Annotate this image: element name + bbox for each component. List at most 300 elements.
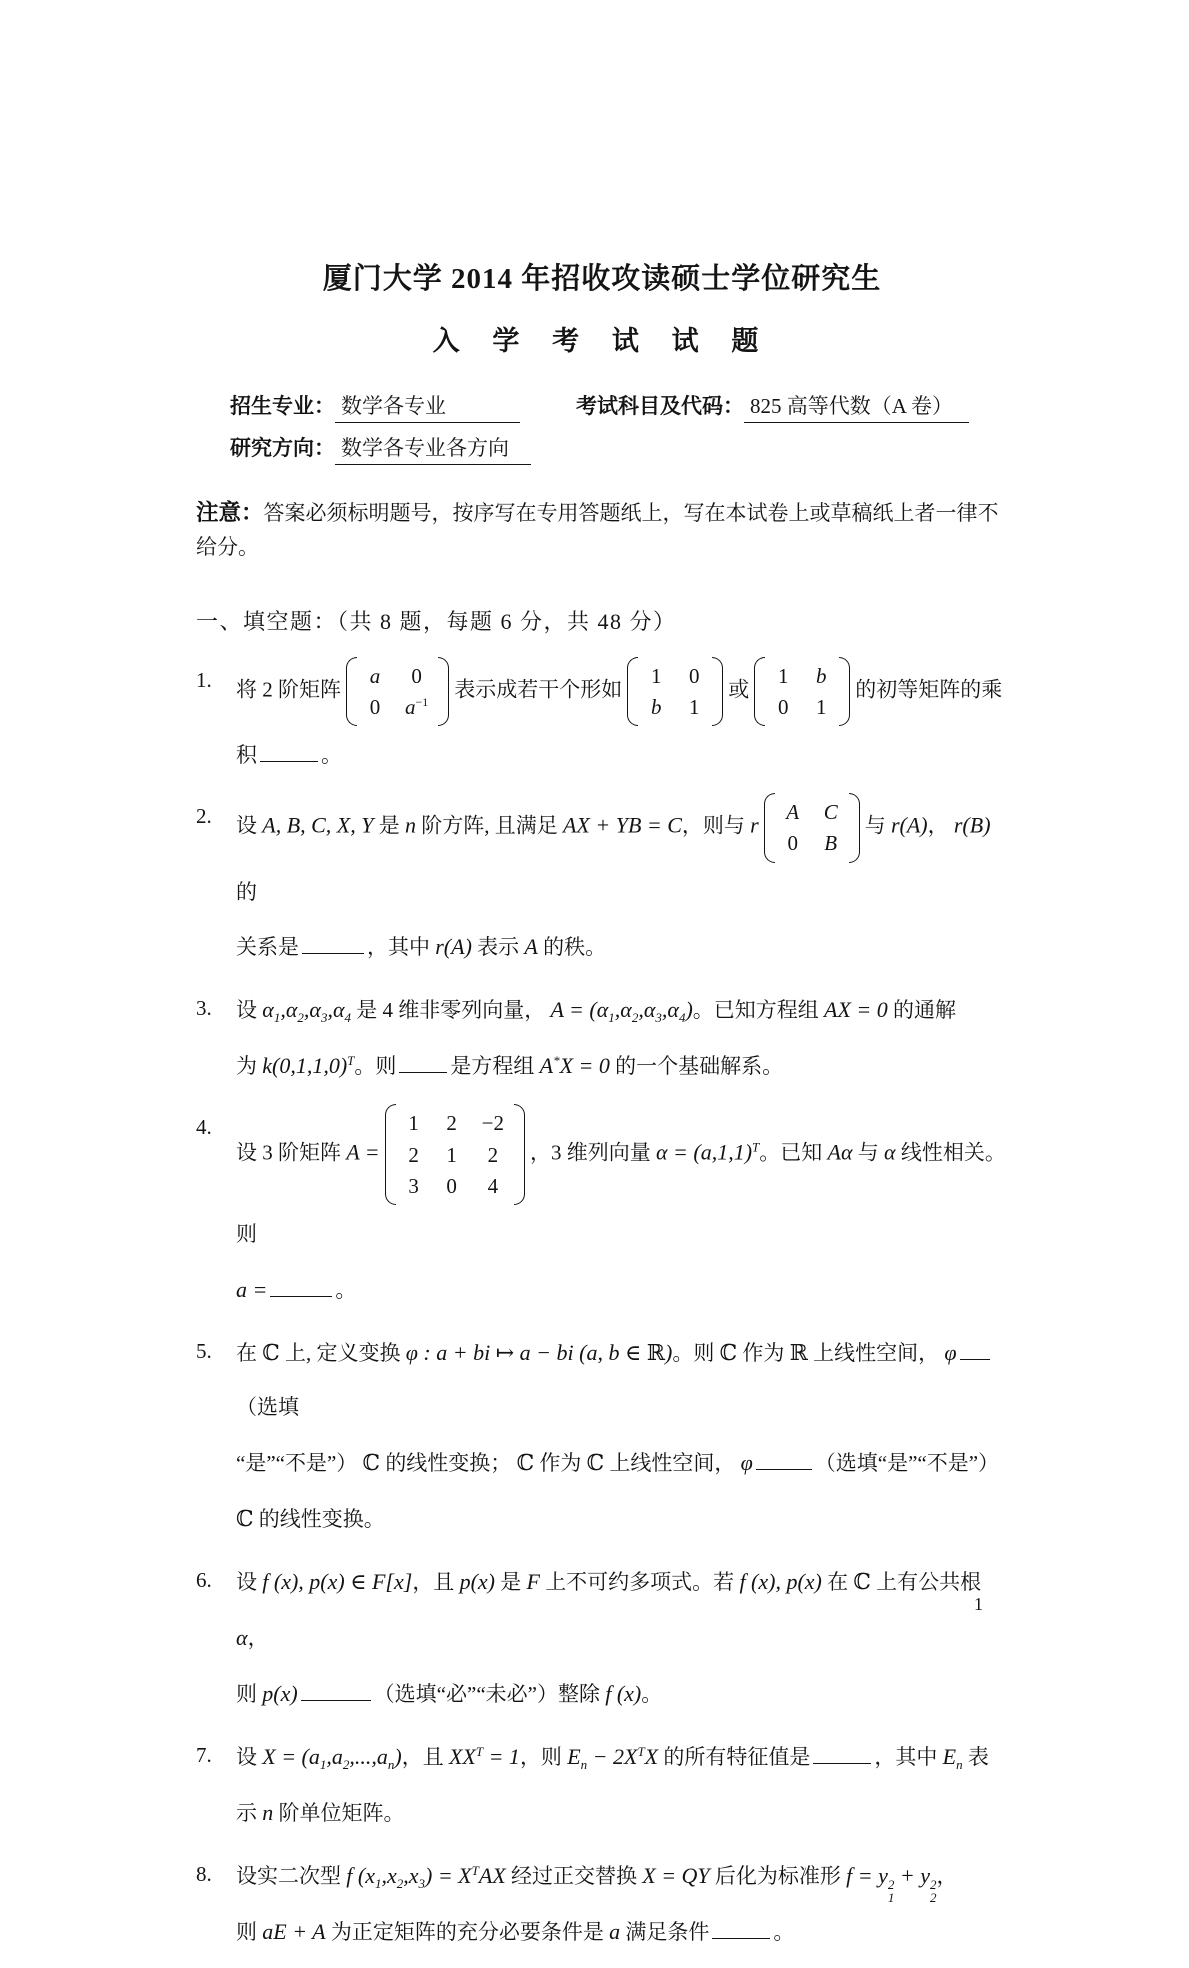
fill-in-blank xyxy=(813,1741,871,1764)
math-subscript: 1 xyxy=(273,1010,281,1026)
matrix-cells xyxy=(396,1104,514,1205)
math-run: XX xyxy=(448,1744,476,1770)
math-subscripted-var xyxy=(567,1744,588,1773)
math-subscript: 2 xyxy=(297,1010,304,1026)
matrix-cell xyxy=(406,1141,422,1169)
text-run: 则 xyxy=(236,1682,263,1707)
matrix-cells xyxy=(765,657,839,727)
text-run: 表示成若干个形如 xyxy=(454,677,623,702)
matrix-cell xyxy=(648,662,664,690)
notice-text: 答案必须标明题号，按序写在专用答题纸上，写在本试卷上或草稿纸上者一律不给分。 xyxy=(196,501,999,559)
text-run: 。 xyxy=(335,1277,357,1302)
math-superscript: 2 xyxy=(930,1877,937,1893)
text-run: 是 4 维非零列向量， xyxy=(351,998,551,1023)
question-body xyxy=(236,1554,1008,1722)
page-title: 厦门大学 2014 年招收攻读硕士学位研究生 xyxy=(322,263,882,295)
text-run: 表 xyxy=(962,1745,989,1770)
matrix-cells xyxy=(357,657,438,727)
math-run: r(A) xyxy=(435,934,472,960)
text-run: 为正定矩阵的充分必要条件是 xyxy=(325,1920,610,1945)
matrix-cell-value: 2 xyxy=(487,1142,499,1167)
question-number: 1. xyxy=(196,667,212,692)
text-run: 设 3 阶矩阵 xyxy=(236,1140,347,1165)
text-run: 则 xyxy=(236,1920,263,1945)
math-run: α xyxy=(236,1624,248,1650)
matrix-right-paren xyxy=(839,657,850,727)
math-base: α xyxy=(667,997,679,1023)
text-run: 是方程组 xyxy=(450,1054,540,1079)
math-run: , xyxy=(280,997,286,1023)
matrix-cell-value: 1 xyxy=(408,1111,419,1136)
math-run: , xyxy=(303,997,310,1023)
text-run: 设 xyxy=(236,998,263,1023)
text-run: 。 xyxy=(641,1682,663,1707)
math-run: ) xyxy=(685,997,693,1023)
math-subscripted-var xyxy=(332,997,351,1026)
text-run: 是 xyxy=(494,1569,527,1594)
text-run: 设 xyxy=(236,813,263,838)
text-run: ，其中 xyxy=(874,1745,943,1770)
math-run: φ xyxy=(740,1449,753,1475)
math-run: a xyxy=(609,1919,621,1945)
blackboard-symbol: ℂ xyxy=(236,1505,254,1531)
math-subscripted-var xyxy=(309,997,328,1026)
matrix-cell-value: 0 xyxy=(411,663,422,688)
matrix-cell-value: B xyxy=(824,831,838,856)
text-run: 与 xyxy=(864,813,891,838)
text-run: 。已知方程组 xyxy=(692,998,825,1023)
matrix-cell xyxy=(823,798,839,826)
question-body xyxy=(236,1325,1008,1547)
math-run: a = xyxy=(236,1276,268,1302)
math-run: , xyxy=(381,1863,387,1889)
math-superscript: T xyxy=(471,1863,479,1879)
text-run: 作为 xyxy=(534,1450,587,1475)
math-subscript: 1 xyxy=(887,1890,895,1906)
math-run: X xyxy=(644,1744,659,1770)
math-run: f (x), p(x) xyxy=(739,1568,822,1594)
math-subscripted-var xyxy=(308,1744,327,1773)
math-run: A = ( xyxy=(550,997,597,1023)
matrix xyxy=(754,657,850,727)
math-base: a xyxy=(376,1744,388,1770)
question-number: 2. xyxy=(196,803,212,828)
math-run: = 1 xyxy=(483,1744,520,1770)
text-run: 或 xyxy=(728,677,750,702)
math-superscript: T xyxy=(637,1744,645,1760)
matrix xyxy=(764,793,860,863)
math-run: AX + YB = C xyxy=(562,812,682,838)
math-superscript: 2 xyxy=(887,1877,895,1893)
math-subscripted-var xyxy=(376,1744,395,1773)
matrix-cell-value: 0 xyxy=(778,694,789,719)
text-run: （选填 xyxy=(236,1395,299,1420)
matrix-left-paren xyxy=(346,657,357,727)
matrix-cell-value: 2 xyxy=(446,1111,457,1136)
matrix-cell-value: a xyxy=(405,694,416,719)
blackboard-symbol: ℝ xyxy=(789,1340,808,1366)
math-base: a xyxy=(331,1744,343,1770)
text-run: ， xyxy=(247,1625,269,1650)
matrix-cells xyxy=(775,793,849,863)
text-run: ，且 xyxy=(412,1569,460,1594)
matrix-cells xyxy=(638,657,712,727)
matrix-cell-value: a xyxy=(369,663,381,688)
math-run: X = 0 xyxy=(559,1053,610,1079)
text-run: 的通解 xyxy=(887,998,957,1023)
math-run: , xyxy=(661,997,668,1023)
matrix xyxy=(385,1104,525,1205)
math-run: n xyxy=(262,1800,274,1826)
math-run: A xyxy=(524,934,538,960)
math-run: ,..., xyxy=(349,1744,377,1770)
fill-in-blank xyxy=(712,1916,770,1939)
math-run: , xyxy=(326,1744,332,1770)
matrix-cell-value: 4 xyxy=(487,1174,499,1199)
math-run: − 2X xyxy=(587,1744,638,1770)
matrix-cell-value: C xyxy=(823,799,838,824)
matrix-cell xyxy=(686,693,702,721)
question-item xyxy=(196,654,1008,783)
math-sub-sup-var xyxy=(878,1863,895,1906)
text-run: 设实二次型 xyxy=(236,1864,347,1889)
math-subscript: 2 xyxy=(930,1890,937,1906)
page-subtitle: 入 学 考 试 试 题 xyxy=(432,326,772,356)
matrix-cell xyxy=(444,1141,460,1169)
question-item xyxy=(196,790,1008,975)
text-run: 阶方阵, 且满足 xyxy=(415,813,563,838)
math-base: α xyxy=(643,997,656,1023)
subject-code-label: 考试科目及代码： xyxy=(576,394,744,418)
math-run: r xyxy=(750,812,759,838)
matrix-cell-value: 2 xyxy=(408,1142,419,1167)
text-run: 在 xyxy=(821,1569,854,1594)
text-run: 上不可约多项式。若 xyxy=(539,1569,740,1594)
question-body xyxy=(236,790,1008,975)
text-run: ，则与 xyxy=(681,813,751,838)
question-number: 6. xyxy=(196,1567,212,1592)
math-subscript: 2 xyxy=(342,1757,350,1773)
matrix-cell xyxy=(785,798,801,826)
matrix-cell xyxy=(406,1172,422,1200)
math-run: ) xyxy=(394,1744,402,1770)
matrix-cell-value: 0 xyxy=(689,663,700,688)
text-run: 。已知 xyxy=(759,1140,828,1165)
text-run: 与 xyxy=(852,1140,885,1165)
matrix-cell-value: b xyxy=(816,663,827,688)
math-superscript: T xyxy=(347,1053,355,1069)
question-item xyxy=(196,1729,1008,1841)
math-subscripted-var xyxy=(365,1863,382,1892)
math-subscript: 3 xyxy=(655,1010,662,1026)
text-run: 的一个基础解系。 xyxy=(609,1054,784,1079)
blackboard-symbol: ℂ xyxy=(853,1568,871,1594)
blackboard-symbol: ℂ xyxy=(262,1340,280,1366)
question-body xyxy=(236,1101,1008,1318)
math-base: α xyxy=(285,997,298,1023)
question-body xyxy=(236,1729,1008,1841)
math-base: α xyxy=(332,997,345,1023)
text-run: 设 xyxy=(236,1569,263,1594)
header-fields xyxy=(230,390,1008,465)
math-superscript: T xyxy=(475,1744,484,1760)
math-subscript: n xyxy=(956,1757,963,1773)
meta-row-2 xyxy=(230,432,1008,465)
matrix-right-paren xyxy=(514,1104,525,1205)
matrix-cell xyxy=(823,829,839,857)
text-run: 。 xyxy=(321,743,342,768)
text-run: 上有公共根 xyxy=(870,1569,982,1594)
text-run: 后化为标准形 xyxy=(709,1864,847,1889)
math-base: α xyxy=(596,997,609,1023)
math-run: α = (a,1,1) xyxy=(655,1139,753,1165)
question-body xyxy=(236,654,1008,783)
math-base: y xyxy=(920,1863,931,1889)
text-run: 的 xyxy=(236,879,257,904)
text-run: 在 xyxy=(236,1341,263,1366)
matrix-cell-value: 3 xyxy=(408,1174,419,1199)
math-subscripted-var xyxy=(386,1863,404,1892)
math-base: E xyxy=(942,1744,957,1770)
math-run: , xyxy=(638,997,644,1023)
matrix-left-paren xyxy=(764,793,775,863)
admission-major-label: 招生专业： xyxy=(230,394,335,418)
subject-code-value: 825 高等代数（A 卷） xyxy=(744,390,969,423)
text-run: 表示 xyxy=(471,935,525,960)
text-run: 的秩。 xyxy=(537,935,607,960)
math-run: , xyxy=(614,997,621,1023)
math-run: ) = X xyxy=(425,1863,472,1889)
matrix-cell xyxy=(813,662,829,690)
fill-in-blank xyxy=(756,1447,812,1470)
math-subscripted-var xyxy=(667,997,686,1026)
math-subscript: 1 xyxy=(319,1757,327,1773)
math-run: A = xyxy=(346,1139,380,1165)
math-subscripted-var xyxy=(596,997,615,1026)
math-base: x xyxy=(365,1863,375,1889)
math-run: , xyxy=(403,1863,409,1889)
text-run: （选填“是”“不是”） xyxy=(814,1450,1000,1475)
matrix-cell xyxy=(775,662,791,690)
question-number: 8. xyxy=(196,1862,212,1887)
math-subscript: 4 xyxy=(678,1010,686,1026)
math-run: p(x) xyxy=(262,1681,298,1707)
math-subscript: 3 xyxy=(418,1876,425,1892)
text-run: 上线性空间， xyxy=(807,1341,945,1366)
matrix-cell-value: b xyxy=(651,694,662,719)
math-base: x xyxy=(386,1863,397,1889)
math-run: Aα xyxy=(827,1139,853,1165)
matrix-cell xyxy=(785,829,801,857)
matrix-cell xyxy=(444,1172,460,1200)
matrix-cell-value: 1 xyxy=(446,1142,457,1167)
text-run: ， xyxy=(936,1864,958,1889)
math-base: α xyxy=(262,997,274,1023)
matrix-left-paren xyxy=(627,657,638,727)
matrix xyxy=(627,657,723,727)
math-subscripted-var xyxy=(408,1863,425,1892)
matrix-cell xyxy=(367,693,383,721)
text-run: 阶单位矩阵。 xyxy=(273,1801,405,1826)
math-base: a xyxy=(308,1744,320,1770)
math-subscript: 4 xyxy=(344,1010,351,1026)
matrix-cell xyxy=(648,693,664,721)
text-run: （选填“必”“未必”）整除 xyxy=(373,1682,606,1707)
admission-major-value: 数学各专业 xyxy=(335,390,520,423)
text-run: 为 xyxy=(236,1054,263,1079)
text-run: 满足条件 xyxy=(620,1920,710,1945)
text-run: 将 2 阶矩阵 xyxy=(236,677,341,702)
math-run: , xyxy=(327,997,333,1023)
question-item xyxy=(196,1325,1008,1547)
matrix-right-paren xyxy=(712,657,723,727)
text-run: 上, 定义变换 xyxy=(279,1341,406,1366)
text-run: 的线性变换。 xyxy=(253,1506,385,1531)
math-subscripted-var xyxy=(643,997,662,1026)
matrix-cell-value: 0 xyxy=(369,694,381,719)
math-base: y xyxy=(878,1863,888,1889)
math-subscripted-var xyxy=(331,1744,350,1773)
matrix-cell xyxy=(405,693,428,721)
math-subscript: 1 xyxy=(374,1876,382,1892)
math-subscripted-var xyxy=(262,997,281,1026)
math-run: A, B, C, X, Y xyxy=(262,812,374,838)
matrix-cell-value: 0 xyxy=(446,1174,457,1199)
question-number: 3. xyxy=(196,996,212,1021)
math-run: φ xyxy=(944,1340,957,1366)
blackboard-symbol: ℂ xyxy=(362,1449,381,1475)
math-subscripted-var xyxy=(942,1744,963,1773)
page-number: 1 xyxy=(974,1594,983,1614)
question-item xyxy=(196,982,1008,1094)
matrix-cell xyxy=(405,662,428,690)
math-base: x xyxy=(408,1863,419,1889)
matrix-cell xyxy=(775,693,791,721)
matrix-cell xyxy=(406,1109,422,1137)
math-run: AX = 0 xyxy=(824,997,888,1023)
math-run: f (x) xyxy=(605,1681,642,1707)
math-subscript: n xyxy=(387,1757,395,1773)
matrix-cell-value: 0 xyxy=(787,831,798,856)
text-run: 线性相关。则 xyxy=(236,1140,1006,1247)
text-run: 。则 xyxy=(672,1341,720,1366)
math-subscript: 2 xyxy=(396,1876,404,1892)
math-subscript: 3 xyxy=(320,1010,328,1026)
matrix-right-paren xyxy=(849,793,860,863)
math-superscript: * xyxy=(553,1053,560,1069)
text-run: ，3 维列向量 xyxy=(529,1140,656,1165)
question-number: 5. xyxy=(196,1339,212,1364)
matrix-cell xyxy=(482,1172,504,1200)
matrix-left-paren xyxy=(754,657,765,727)
math-run: X = ( xyxy=(262,1744,309,1770)
question-item xyxy=(196,1554,1008,1722)
text-run: 示 xyxy=(236,1801,263,1826)
question-body xyxy=(236,1848,1008,1960)
math-run: F xyxy=(526,1568,540,1594)
math-run: n xyxy=(404,812,416,838)
meta-row-1 xyxy=(230,390,1008,423)
matrix-cell-value: 1 xyxy=(816,694,827,719)
text-run: ，且 xyxy=(401,1745,449,1770)
text-run: 设 xyxy=(236,1745,263,1770)
math-run: r(B) xyxy=(953,812,991,838)
matrix-cell xyxy=(482,1109,504,1137)
math-subscript: n xyxy=(580,1757,588,1773)
question-number: 7. xyxy=(196,1743,212,1768)
blackboard-symbol: ℂ xyxy=(586,1449,605,1475)
text-run: 关系是 xyxy=(236,935,299,960)
matrix-cell-value: 1 xyxy=(689,694,700,719)
matrix-cell-value: 1 xyxy=(778,663,789,688)
fill-in-blank xyxy=(399,1050,447,1073)
matrix xyxy=(346,657,449,727)
math-base: α xyxy=(620,997,632,1023)
math-subscript: 2 xyxy=(631,1010,639,1026)
text-run: ，其中 xyxy=(367,935,436,960)
matrix-cell-value: 1 xyxy=(651,663,662,688)
text-run: 的所有特征值是 xyxy=(658,1745,811,1770)
math-run: α xyxy=(884,1139,896,1165)
question-number: 4. xyxy=(196,1115,212,1140)
math-base: α xyxy=(309,997,321,1023)
math-run: ) xyxy=(665,1340,673,1366)
math-run: φ : a + bi ↦ a − bi (a, b ∈ xyxy=(405,1340,647,1366)
matrix-cell-sup: −1 xyxy=(415,694,429,709)
math-run: AX xyxy=(478,1863,506,1889)
fill-in-blank xyxy=(260,739,318,762)
fill-in-blank xyxy=(301,1678,371,1701)
question-item xyxy=(196,1848,1008,1960)
text-run: “是”“不是”） xyxy=(236,1450,363,1475)
blackboard-symbol: ℂ xyxy=(516,1449,535,1475)
matrix-cell xyxy=(482,1141,504,1169)
math-superscript: T xyxy=(752,1139,760,1155)
blackboard-symbol: ℝ xyxy=(646,1340,666,1366)
math-run: r(A) xyxy=(890,812,928,838)
math-run: p(x) xyxy=(459,1568,495,1594)
research-direction-label: 研究方向： xyxy=(230,436,335,460)
text-run: 的初等矩阵的乘积 xyxy=(236,677,1003,768)
math-run: + xyxy=(894,1863,921,1889)
matrix-cell-value: −2 xyxy=(481,1111,504,1136)
fill-in-blank xyxy=(960,1337,990,1360)
text-run: ，则 xyxy=(519,1745,568,1770)
math-run: f (x), p(x) ∈ F[x] xyxy=(262,1568,413,1594)
math-run: aE + A xyxy=(262,1919,326,1945)
notice-paragraph xyxy=(196,495,1008,565)
matrix-cell xyxy=(813,693,829,721)
notice-label: 注意： xyxy=(196,500,264,525)
text-run: 是 xyxy=(373,813,405,838)
math-run: k(0,1,1,0) xyxy=(262,1053,348,1079)
matrix-cell xyxy=(686,662,702,690)
section1-heading: 一、填空题：（共 8 题，每题 6 分，共 48 分） xyxy=(196,608,677,634)
math-run: X = QY xyxy=(642,1863,710,1889)
text-run: 的线性变换； xyxy=(380,1450,517,1475)
matrix-left-paren xyxy=(385,1104,396,1205)
question-body xyxy=(236,982,1008,1094)
math-subscripted-var xyxy=(620,997,639,1026)
text-run: 上线性空间， xyxy=(604,1450,741,1475)
text-run: 作为 xyxy=(737,1341,790,1366)
text-run: ， xyxy=(927,813,954,838)
math-subscript: 1 xyxy=(608,1010,615,1026)
math-sub-sup-var xyxy=(920,1863,937,1906)
page-content xyxy=(196,256,1008,1968)
matrix-cell xyxy=(367,662,383,690)
text-run: 。则 xyxy=(354,1054,397,1079)
